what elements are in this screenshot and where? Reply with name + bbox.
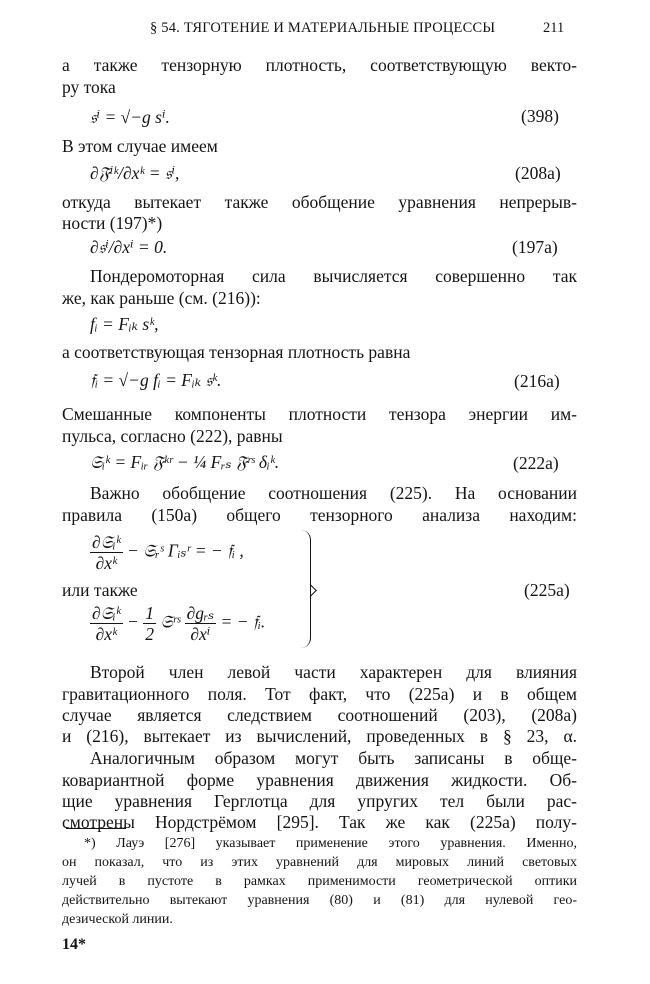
fraction: $\frac{\text{∂gᵣₛ}}{\text{∂xⁱ}}$ [186,603,215,644]
text-line: Аналогичным образом могут быть записаны в обще- [90,748,577,768]
footnote-rule [66,828,126,829]
equation-number: (225a) [524,580,570,600]
footnote-line: действительно вытекают уравнения (80) и (81) для нулевой гео- [62,893,577,908]
text-line: ру тока [62,77,116,97]
text-line: правила (150а) общего тензорного анализа находим: [62,505,577,525]
text-line: Второй член левой части характерен для влияния [90,662,577,682]
equation-216: fᵢ = Fᵢₖ sᵏ, [90,314,159,334]
text-line: В этом случае имеем [62,136,218,156]
text-line: ности (197)*) [62,213,163,233]
fraction: $\frac{\text{∂𝔖ᵢᵏ}}{\text{∂xᵏ}}$ [92,603,121,644]
fraction: $\frac{\text{∂𝔖ᵢᵏ}}{\text{∂xᵏ}}$ [92,532,121,573]
text-line: гравитационного поля. Тот факт, что (225а) и в общем [62,684,577,704]
footnote-line: дезической линии. [62,912,173,927]
equation-number: (216a) [514,371,560,391]
equation-number: (222a) [513,453,559,473]
text-line: ковариантной форме уравнения движения жидкости. Об- [62,770,577,790]
text-line: пульса, согласно (222), равны [62,426,283,446]
fraction: $\frac{1}{2}$ [145,603,154,644]
text-line: случае является следствием соотношений (203), (208а) [62,705,577,725]
text-line: Смешанные компоненты плотности тензора энергии им- [62,404,577,424]
text-line: щие уравнения Герглотца для упругих тел были рас- [62,791,577,811]
signature-mark: 14* [62,936,86,953]
equation-398: 𝔰ⁱ = √−g sⁱ. [90,107,170,127]
text-line: же, как раньше (см. (216)): [62,288,261,308]
equation-number: (398) [521,106,559,126]
equation-225a-row2: $\frac{\text{∂𝔖ᵢᵏ}}{\text{∂xᵏ}}$ − $\frac{1}{2}$ 𝔖ʳˢ $\frac{\text{∂gᵣₛ}}{\text{∂xⁱ}}$ = − 𝔣ᵢ. [92,603,266,644]
text-line: смотрены Нордстрёмом [295]. Так же как (225а) полу- [62,812,577,832]
equation-225a-row1: $\frac{\text{∂𝔖ᵢᵏ}}{\text{∂xᵏ}}$ − 𝔖ᵣˢ Γᵢₛʳ = − 𝔣ᵢ , [92,532,244,573]
equation-197a: ∂𝔰ⁱ/∂xⁱ = 0. [90,237,168,257]
header-title: § 54. ТЯГОТЕНИЕ И МАТЕРИАЛЬНЫЕ ПРОЦЕССЫ [150,20,496,36]
equation-222a: 𝔖ᵢᵏ = Fᵢᵣ 𝔉ᵏʳ − ¼ Fᵣₛ 𝔉ʳˢ δᵢᵏ. [90,452,280,472]
equation-number: (197a) [512,237,558,257]
equation-216a: 𝔣ᵢ = √−g fᵢ = Fᵢₖ 𝔰ᵏ. [90,370,222,390]
text-line: Пондеромоторная сила вычисляется совершенно так [90,266,577,286]
page-number: 211 [543,20,565,36]
equation-208a: ∂𝔉ⁱᵏ/∂xᵏ = 𝔰ⁱ, [90,163,180,183]
text-line: и (216), вытекает из вычислений, проведенных в § 23, α. [62,726,577,746]
footnote-line: он показал, что из этих уравнений для мировых линий световых [62,855,577,870]
text-line: Важно обобщение соотношения (225). На основании [90,483,577,503]
text-line: или также [62,580,138,600]
text-line: а соответствующая тензорная плотность равна [62,342,411,362]
text-line: а также тензорную плотность, соответствующую векто- [62,55,577,75]
text-line: откуда вытекает также обобщение уравнения непрерыв- [62,192,577,212]
footnote-line: *) Лауэ [276] указывает применение этого уравнения. Именно, [84,836,577,851]
equation-number: (208a) [515,163,561,183]
footnote-line: лучей в пустоте в рамках применимости геометрической оптики [62,874,577,889]
